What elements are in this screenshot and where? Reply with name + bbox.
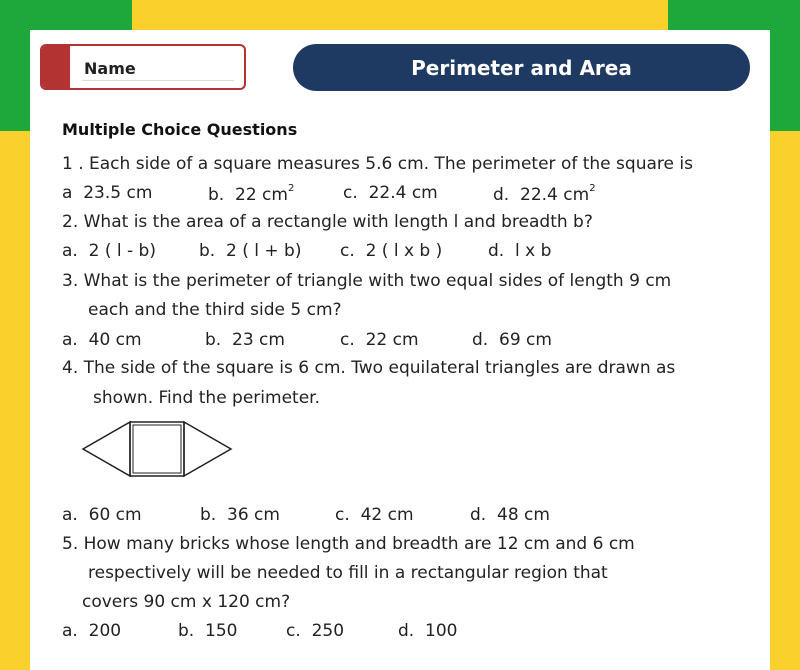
figure-right-triangle [184, 422, 231, 476]
option-letter: a [62, 183, 73, 203]
q3-option-b[interactable] [205, 330, 285, 350]
q4-option-d[interactable] [470, 505, 550, 525]
option-letter: a. [62, 621, 78, 641]
question-2-line-1: 2. What is the area of a rectangle with length l and breadth b? [62, 212, 593, 232]
option-letter: b. [178, 621, 195, 641]
option-text: 42 cm [360, 505, 414, 525]
q5-option-a[interactable] [62, 621, 121, 641]
q4-option-c[interactable] [335, 505, 414, 525]
option-text: 36 cm [227, 505, 280, 525]
option-text: 23.5 cm [83, 183, 153, 203]
option-letter: c. [343, 183, 358, 203]
question-4-line-2: shown. Find the perimeter. [93, 388, 320, 408]
q4-option-a[interactable] [62, 505, 142, 525]
q5-option-d[interactable] [398, 621, 457, 641]
option-text: 60 cm [88, 505, 142, 525]
option-letter: c. [340, 241, 355, 261]
option-letter: d. [470, 505, 487, 525]
q3-option-c[interactable] [340, 330, 419, 350]
option-superscript: 2 [287, 183, 295, 194]
option-letter: b. [208, 185, 225, 205]
option-text: 22 cm [365, 330, 419, 350]
page-title: Perimeter and Area [293, 44, 750, 91]
question-3-line-1: 3. What is the perimeter of triangle with two equal sides of length 9 cm [62, 271, 672, 291]
name-underline [82, 80, 234, 81]
question-1-line-1: 1 . Each side of a square measures 5.6 cm. The perimeter of the square is [62, 154, 693, 174]
figure-square-inner [133, 425, 181, 473]
name-label: Name [84, 59, 136, 78]
q1-option-d[interactable] [493, 183, 596, 205]
name-field[interactable] [40, 44, 246, 90]
option-text: 22.4 cm [520, 185, 590, 205]
q5-option-b[interactable] [178, 621, 237, 641]
q1-option-a[interactable] [62, 183, 152, 203]
option-letter: d. [488, 241, 505, 261]
option-letter: a. [62, 505, 78, 525]
option-letter: d. [398, 621, 415, 641]
question-4-line-1: 4. The side of the square is 6 cm. Two equilateral triangles are drawn as [62, 358, 676, 378]
option-text: 150 [205, 621, 238, 641]
q2-option-a[interactable] [62, 241, 156, 261]
q3-option-a[interactable] [62, 330, 142, 350]
q5-option-c[interactable] [286, 621, 344, 641]
option-text: 250 [311, 621, 345, 641]
option-text: 22.4 cm [368, 183, 438, 203]
option-text: 2 ( l + b) [226, 241, 302, 261]
figure-left-triangle [83, 422, 130, 476]
option-text: 23 cm [232, 330, 285, 350]
option-text: 100 [425, 621, 458, 641]
option-letter: b. [205, 330, 222, 350]
option-text: l x b [515, 241, 552, 261]
q1-option-c[interactable] [343, 183, 438, 203]
question-5-line-2: respectively will be needed to fill in a rectangular region that [88, 563, 608, 583]
q4-option-b[interactable] [200, 505, 280, 525]
option-letter: d. [472, 330, 489, 350]
q3-option-d[interactable] [472, 330, 552, 350]
question-5-line-1: 5. How many bricks whose length and breadth are 12 cm and 6 cm [62, 534, 635, 554]
q2-option-c[interactable] [340, 241, 442, 261]
option-text: 40 cm [88, 330, 142, 350]
question-3-line-2: each and the third side 5 cm? [88, 300, 342, 320]
option-letter: c. [340, 330, 355, 350]
name-field-tab [42, 46, 70, 88]
option-letter: b. [199, 241, 216, 261]
option-text: 2 ( l - b) [88, 241, 156, 261]
option-letter: b. [200, 505, 217, 525]
option-text: 2 ( l x b ) [365, 241, 443, 261]
option-text: 69 cm [499, 330, 552, 350]
q1-option-b[interactable] [208, 183, 294, 205]
q2-option-d[interactable] [488, 241, 551, 261]
option-letter: a. [62, 241, 78, 261]
figure-square [130, 422, 184, 476]
option-letter: d. [493, 185, 510, 205]
option-letter: a. [62, 330, 78, 350]
option-letter: c. [286, 621, 301, 641]
question-5-line-3: covers 90 cm x 120 cm? [82, 592, 291, 612]
option-text: 22 cm [235, 185, 288, 205]
option-text: 48 cm [497, 505, 550, 525]
option-letter: c. [335, 505, 350, 525]
option-superscript: 2 [589, 183, 596, 194]
q2-option-b[interactable] [199, 241, 301, 261]
square-triangles-figure [80, 420, 240, 480]
section-heading: Multiple Choice Questions [62, 120, 298, 139]
option-text: 200 [88, 621, 122, 641]
